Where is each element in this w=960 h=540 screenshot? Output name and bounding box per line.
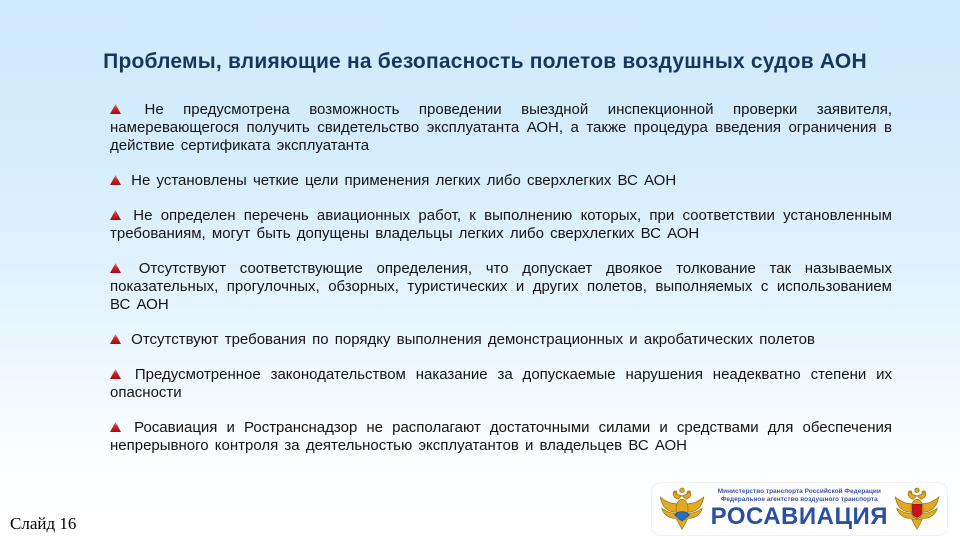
bullet-item [110, 366, 892, 402]
bullet-triangle-icon [110, 175, 121, 185]
bullet-text: Не предусмотрена возможность проведении выездной инспекционной проверки заявителя, намеревающегося получить свидетельство эксплуатанта АОН, а также процедура введения ограничения в действие сертификата эксплуатанта [110, 101, 892, 154]
ministry-transport-emblem-icon [658, 485, 706, 533]
ministry-name-line1: Министерство транспорта Российской Федерации [717, 488, 881, 495]
bullet-triangle-icon [110, 369, 121, 379]
ministry-name-line2: Федеральное агентство воздушного транспорта [720, 496, 878, 503]
slide-number-label: Слайд 16 [10, 514, 77, 533]
bullet-triangle-icon [110, 210, 121, 220]
bullet-triangle-icon [110, 104, 121, 114]
agency-name-label: РОСАВИАЦИЯ [710, 503, 888, 530]
slide-title: Проблемы, влияющие на безопасность полетов воздушных судов АОН [103, 50, 867, 73]
bullet-list [110, 101, 892, 472]
bullet-item [110, 172, 892, 190]
bullet-text: Предусмотренное законодательством наказание за допускаемые нарушения неадекватно степени их опасности [110, 366, 892, 401]
bullet-item [110, 260, 892, 314]
bullet-text: Отсутствуют требования по порядку выполнения демонстрационных и акробатических полетов [131, 331, 815, 348]
bullet-item [110, 207, 892, 243]
bullet-item [110, 101, 892, 155]
bullet-item [110, 331, 892, 349]
bullet-item [110, 419, 892, 455]
bullet-triangle-icon [110, 422, 121, 432]
bullet-triangle-icon [110, 263, 121, 273]
bullet-triangle-icon [110, 334, 121, 344]
russia-coat-of-arms-icon [893, 485, 941, 533]
bullet-text: Отсутствуют соответствующие определения, что допускает двоякое толкование так называемых показательных, прогулочных, обзорных, туристических и других полетов, выполняемых с использованием ВС АОН [110, 260, 892, 313]
bullet-text: Не установлены четкие цели применения легких либо сверхлегких ВС АОН [131, 172, 677, 189]
bullet-text: Росавиация и Ространснадзор не располагают достаточными силами и средствами для обеспечения непрерывного контроля за деятельностью эксплуатантов и владельцев ВС АОН [110, 419, 893, 454]
bullet-text: Не определен перечень авиационных работ, к выполнению которых, при соответствии установленным требованиям, могут быть допущены владельцы легких либо сверхлегких ВС АОН [110, 207, 892, 242]
logo-text-block [711, 488, 888, 530]
rosaviatsia-logo-badge [651, 482, 948, 536]
